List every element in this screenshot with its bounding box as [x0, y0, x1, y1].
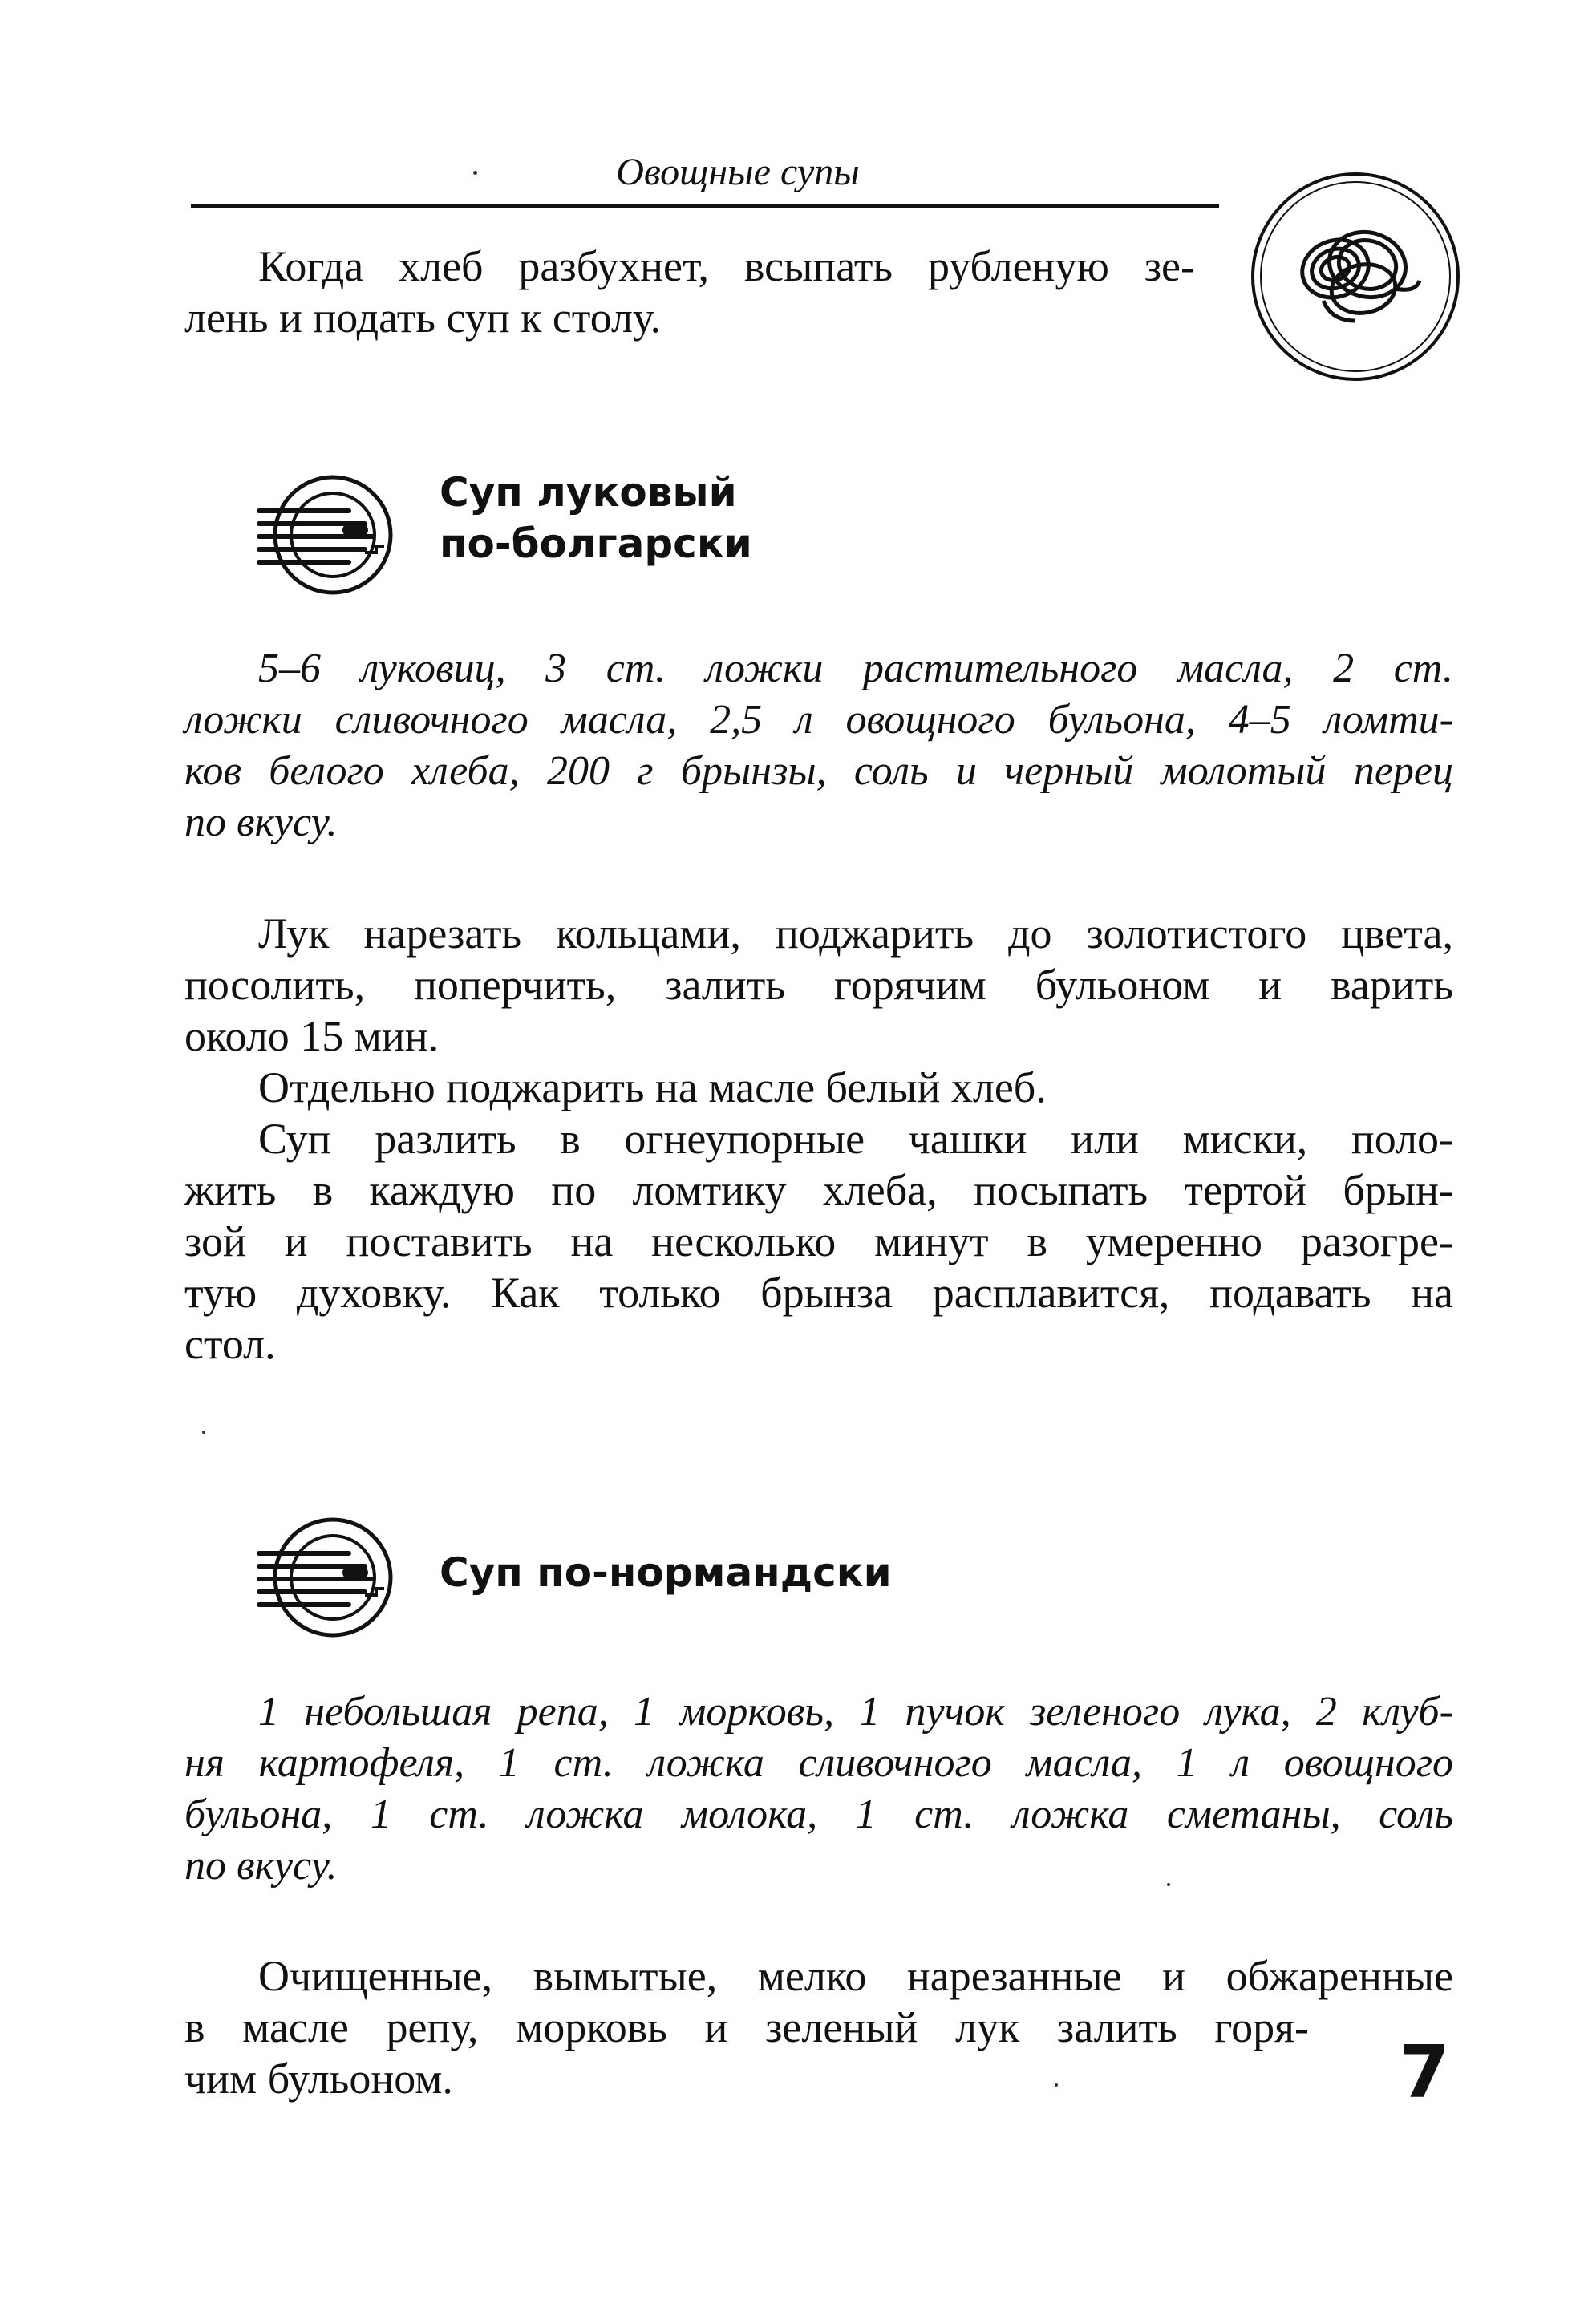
method-line: посолить, поперчить, залить горячим бульоном и варить [184, 961, 1453, 1009]
method-line: Лук нарезать кольцами, поджарить до золотистого цвета, [258, 909, 1453, 958]
method-line: тую духовку. Как только брынза расплавится, подавать на [184, 1269, 1453, 1317]
header-rule [191, 204, 1219, 208]
ingredients-line: по вкусу. [184, 1843, 338, 1889]
ingredients-line: бульона, 1 ст. ложка молока, 1 ст. ложка сметаны, соль [184, 1792, 1453, 1837]
recipe-title: Суп луковый [440, 469, 737, 516]
intro-line: лень и подать суп к столу. [184, 294, 662, 342]
method-line: около 15 мин. [184, 1012, 440, 1060]
scan-speck [1055, 2083, 1058, 2087]
method-line: Отдельно поджарить на масле белый хлеб. [258, 1063, 1047, 1111]
ingredients-line: 1 небольшая репа, 1 морковь, 1 пучок зеленого лука, 2 клуб- [258, 1689, 1453, 1735]
plate-cutlery-icon [253, 469, 401, 601]
running-title: Овощные супы [616, 151, 860, 193]
page-number: 7 [1400, 2030, 1450, 2115]
intro-line: Когда хлеб разбухнет, всыпать рубленую зе- [258, 242, 1195, 290]
method-line: в масле репу, морковь и зеленый лук залить горя- [184, 2003, 1309, 2051]
method-line: зой и поставить на несколько минут в умеренно разогре- [184, 1217, 1453, 1265]
method-line: Суп разлить в огнеупорные чашки или миски, поло- [258, 1115, 1453, 1163]
ingredients-line: по вкусу. [184, 800, 338, 845]
method-line: чим бульоном. [184, 2055, 453, 2103]
ingredients-line: ня картофеля, 1 ст. ложка сливочного масла, 1 л овощного [184, 1740, 1453, 1786]
ingredients-line: ков белого хлеба, 200 г брынзы, соль и черный молотый перец [184, 748, 1453, 794]
ingredients-line: ложки сливочного масла, 2,5 л овощного бульона, 4–5 ломти- [184, 697, 1453, 743]
scan-speck [1167, 1883, 1170, 1886]
method-line: стол. [184, 1320, 276, 1368]
onion-rings-icon [1247, 168, 1464, 385]
method-line: Очищенные, вымытые, мелко нарезанные и обжаренные [258, 1952, 1453, 2000]
method-line: жить в каждую по ломтику хлеба, посыпать тертой брын- [184, 1166, 1453, 1214]
recipe-title: Суп по-нормандски [440, 1549, 892, 1596]
scan-speck [202, 1431, 205, 1434]
ingredients-line: 5–6 луковиц, 3 ст. ложки растительного масла, 2 ст. [258, 646, 1453, 691]
plate-cutlery-icon [253, 1512, 401, 1644]
scan-speck [473, 171, 477, 175]
recipe-title: по-болгарски [440, 520, 752, 567]
